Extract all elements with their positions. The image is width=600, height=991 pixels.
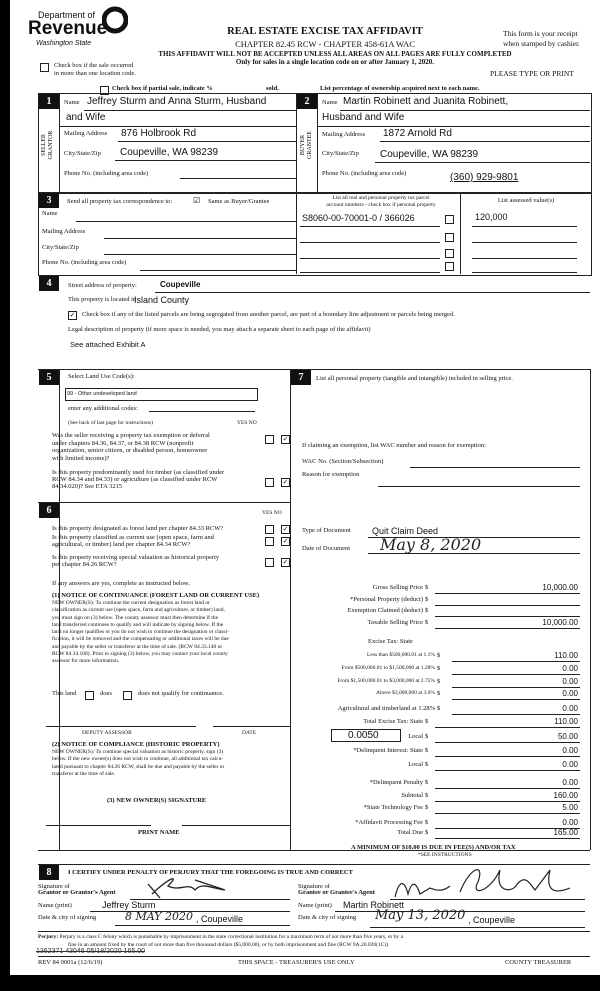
section-number: 1 [39, 94, 59, 109]
county-treasurer: COUNTY TREASURER [505, 959, 572, 966]
calc-row-value[interactable]: 0.00 [562, 677, 578, 686]
buyer-phone[interactable]: (360) 929-9801 [450, 172, 519, 183]
notice-continuance-body: NEW OWNER(S): To continue the current designation as forest land or classification as current use (open space, farm and agriculture, or timber) land, you must sign on (3) below. The county assessor must then determine if the land transferred continues to qualify and will indicate by signing below. If the land no longer qualifies or you do not wish to continue the designation or classi- fication, it will be removed and the compensating or additional taxes will be due and payable by the seller or transferor at the time of sale. (RCW 84.33.140 or RCW 84.34.108). Prior to signing (3) below, you may contact your local county assessor for more information. [52, 600, 229, 665]
historic-question: Is this property receiving special valuation as historical property per chapter 84.26 RCW? [52, 554, 220, 568]
this-land-label: This land [52, 690, 77, 697]
dollar-sign: $ [425, 607, 429, 614]
yes-checkbox[interactable] [265, 537, 274, 546]
dollar-sign: $ [425, 804, 429, 811]
logo-dept: Department of [38, 10, 96, 20]
seller-label: SELLER GRANTOR [41, 130, 54, 160]
date-city-label: Date & city of signing [38, 914, 97, 921]
partial-sale-label: Check box if partial sale, indicate % [112, 85, 213, 92]
tax-city-field[interactable] [104, 254, 296, 255]
seller-city[interactable]: Coupeville, WA 98239 [120, 147, 219, 158]
print-name-label: PRINT NAME [138, 829, 180, 836]
tax-phone-field[interactable] [140, 270, 296, 271]
dollar-sign: $ [425, 619, 429, 626]
dollar-sign: $ [425, 779, 429, 786]
city-label: City/State/Zip [64, 150, 101, 157]
no-checkbox[interactable]: ✓ [282, 525, 289, 533]
sold-label: sold. [266, 85, 279, 92]
calc-row-label: *Affidavit Processing Fee [355, 819, 423, 826]
section-number: 6 [39, 503, 59, 518]
does-not-qualify-checkbox[interactable] [123, 691, 132, 700]
doc-date-label: Date of Document [302, 545, 351, 552]
multi-location-checkbox[interactable] [40, 63, 49, 72]
calc-row-label: Local [408, 761, 423, 768]
calc-row-label: *Personal Property (deduct) [350, 596, 423, 603]
seller-name-cont[interactable]: and Wife [66, 112, 106, 123]
dollar-sign: $ [425, 792, 429, 799]
section-number: 2 [297, 94, 317, 109]
name-label: Name [322, 99, 338, 106]
yes-checkbox[interactable] [265, 525, 274, 534]
new-owner-signature-title: (3) NEW OWNER(S) SIGNATURE [107, 797, 207, 804]
doc-type-label: Type of Document [302, 527, 351, 534]
calc-row-label: Above $3,000,000 at 3.0% [376, 690, 435, 696]
calc-row-value[interactable]: 0.00 [562, 704, 578, 713]
yes-no-header: YES NO [237, 420, 257, 426]
reason-label: Reason for exemption [302, 471, 360, 478]
street-label: Street address of property: [68, 282, 137, 289]
calc-row-label: Total Due [397, 829, 423, 836]
new-owner-signature[interactable] [46, 825, 151, 826]
dollar-sign: $ [437, 690, 441, 697]
date-label: DATE [242, 730, 257, 736]
form-subtitle: CHAPTER 82.45 RCW - CHAPTER 458-61A WAC [235, 39, 415, 49]
minimum-note: A MINIMUM OF $10.00 IS DUE IN FEE(S) AND/OR TAX [351, 844, 516, 851]
recording-stamp: 1362371 43046 05/18/2020 165.00 [36, 948, 145, 955]
no-checkbox[interactable]: ✓ [282, 435, 289, 443]
perjury-statement-cont: fine in an amount fixed by the court of not more than five thousand dollars ($5,000.00), or by both imprisonment and fine (RCW 9A.20.020(1C)). [68, 942, 390, 948]
local-rate: 0.0050 [348, 730, 379, 741]
calc-row-value[interactable]: 10,000.00 [542, 618, 578, 627]
send-label: Send all property tax correspondence to: [67, 198, 173, 205]
certify-statement: I CERTIFY UNDER PENALTY OF PERJURY THAT THE FOREGOING IS TRUE AND CORRECT [68, 869, 353, 876]
dollar-sign: $ [425, 761, 429, 768]
calc-row-value[interactable]: 0.00 [562, 778, 578, 787]
calc-row-value[interactable]: 160.00 [553, 791, 578, 800]
grantee-sign-city[interactable]: , Coupeville [468, 915, 516, 925]
parcel-header: List all real and personal property tax parcel [332, 195, 430, 201]
ownership-note: List percentage of ownership acquired next to each name. [320, 85, 480, 92]
receipt-note: when stamped by cashier. [503, 39, 581, 48]
calc-row-label: Subtotal [401, 792, 423, 799]
dollar-sign: $ [437, 652, 441, 659]
calc-row-label: From $500,000.01 to $1,500,000 at 1.28% [341, 665, 435, 671]
yes-checkbox[interactable] [265, 435, 274, 444]
dollar-sign: $ [425, 718, 429, 725]
grantee-sign-date[interactable]: May 13, 2020 [375, 908, 466, 923]
address-label: Mailing Address [42, 228, 86, 235]
grantee-sig-label: Signature of [298, 883, 330, 890]
calc-row-value[interactable]: 0.00 [562, 664, 578, 673]
logo-word: Revenue [28, 18, 108, 39]
personal-property-checkbox[interactable] [445, 233, 454, 242]
grantee-print-name[interactable]: Martin Robinett [343, 900, 405, 910]
calc-row-value[interactable]: 10,000.00 [542, 583, 578, 592]
street-address[interactable]: Coupeville [160, 280, 201, 289]
perjury-statement: Perjury: Perjury is a class C felony which is punishable by imprisonment in the state correctional institution for a maximum term of not more than five years, or by a [38, 934, 404, 940]
parcel-header: account numbers - check box if personal property [326, 202, 436, 208]
calc-row-label: Exemption Claimed (deduct) [347, 607, 423, 614]
date-city-label: Date & city of signing [298, 914, 357, 921]
calc-row-value[interactable]: 5.00 [562, 803, 578, 812]
notice-continuance-title: (1) NOTICE OF CONTINUANCE (FOREST LAND OR CURRENT USE) [52, 592, 260, 599]
warning: THIS AFFIDAVIT WILL NOT BE ACCEPTED UNLESS ALL AREAS ON ALL PAGES ARE FULLY COMPLETED [158, 50, 512, 58]
deputy-assessor-signature[interactable] [46, 726, 196, 727]
calc-row-value[interactable]: 0.00 [562, 760, 578, 769]
calc-row-label: From $1,500,000.01 to $3,000,000 at 2.75% [337, 678, 435, 684]
dollar-sign: $ [425, 747, 429, 754]
notice-compliance-body: NEW OWNER(S): To continue special valuation as historic property, sign (3) below. If the new owner(s) does not wish to continue, all additional tax calcu- lated pursuant to chapter 84.26 RCW, shall be due and payable by the seller or transferor at the time of sale. [52, 749, 225, 777]
grantor-sign-city[interactable]: , Coupeville [196, 914, 244, 924]
personal-property-checkbox[interactable] [445, 249, 454, 258]
dollar-sign: $ [437, 665, 441, 672]
notice-compliance-title: (2) NOTICE OF COMPLIANCE (HISTORIC PROPERTY) [52, 741, 220, 748]
section-number: 5 [39, 370, 59, 385]
instructions: If any answers are yes, complete as instructed below. [52, 580, 190, 587]
tax-name-field[interactable] [76, 221, 296, 222]
exemption-label: If claiming an exemption, list WAC number and reason for exemption: [302, 442, 486, 449]
additional-codes-field[interactable] [149, 411, 255, 412]
located-label: This property is located in [68, 296, 137, 303]
calc-row-label: Taxable Selling Price [367, 619, 423, 626]
calc-row-value[interactable]: 0.00 [562, 689, 578, 698]
section-number: 8 [39, 865, 59, 880]
assessed-header: List assessed value(s) [497, 197, 555, 204]
calc-row-label: Less than $500,000.01 at 1.1% [367, 652, 435, 658]
same-as-buyer-label: Same as Buyer/Grantee [208, 198, 270, 205]
new-owner-signature[interactable] [182, 825, 290, 826]
phone-label: Phone No. (including area code) [322, 170, 407, 177]
does-qualify-checkbox[interactable] [85, 691, 94, 700]
exemption-question: Was the seller receiving a property tax exemption or deferral under chapters 84.36, 84.37, or 84.38 RCW (nonprofit organization, senior citizen, or disabled person, homeowner with limited income)? [52, 432, 210, 462]
legal-label: Legal description of property (if more space is needed, you may attach a separate sheet to each page of the affidavit) [68, 326, 371, 333]
no-checkbox[interactable]: ✓ [282, 558, 289, 566]
calc-row-value[interactable]: 0.00 [562, 818, 578, 827]
buyer-label: BUYER GRANTEE [300, 131, 313, 159]
segregation-label: Check box if any of the listed parcels are being segregated from another parcel, are part of a boundary line adjustment or parcels being merged. [82, 311, 455, 318]
grantor-sig-label: Signature of [38, 883, 70, 890]
segregation-checkbox[interactable]: ✓ [69, 311, 76, 319]
logo-state: Washington State [36, 40, 92, 47]
timber-question: Is this property predominantly used for timber (as classified under RCW 84.34 and 84.33) or agriculture (as classified under RCW 84.34.020)? See ETA 3215 [52, 469, 225, 490]
dollar-sign: $ [425, 584, 429, 591]
phone-label: Phone No. (including area code) [42, 259, 127, 266]
dollar-sign: $ [425, 733, 429, 740]
phone-label: Phone No. (including area code) [64, 170, 149, 177]
section-number: 4 [39, 276, 59, 291]
land-use-label: Select Land Use Code(s): [68, 373, 135, 380]
personal-property-checkbox[interactable] [445, 215, 454, 224]
dollar-sign: $ [425, 596, 429, 603]
does-not-label: does not qualify for continuance. [138, 690, 224, 697]
excise-state-label: Excise Tax: State [368, 638, 413, 645]
buyer-name-cont[interactable]: Husband and Wife [322, 112, 405, 123]
seller-phone[interactable] [180, 178, 296, 179]
does-label: does [100, 690, 112, 697]
dollar-sign: $ [425, 819, 429, 826]
only-for: Only for sales in a single location code on or after January 1, 2020. [235, 58, 435, 66]
seller-address[interactable]: 876 Holbrook Rd [121, 128, 197, 139]
name-print-label: Name (print) [38, 902, 72, 909]
please-type: PLEASE TYPE OR PRINT [490, 69, 574, 78]
calc-row-label: Gross Selling Price [372, 584, 423, 591]
city-label: City/State/Zip [42, 244, 79, 251]
yes-checkbox[interactable] [265, 558, 274, 567]
land-use-value: 99 - Other undeveloped land [67, 391, 137, 397]
address-label: Mailing Address [322, 131, 366, 138]
form-title: REAL ESTATE EXCISE TAX AFFIDAVIT [227, 26, 423, 37]
city-label: City/State/Zip [322, 150, 359, 157]
multi-location-label: Check box if the sale occurred [54, 62, 134, 69]
name-label: Name [42, 210, 58, 217]
no-checkbox[interactable]: ✓ [282, 537, 289, 545]
receipt-note: This form is your receipt [503, 29, 578, 38]
deputy-date[interactable] [213, 726, 291, 727]
calc-row-value[interactable]: 110.00 [554, 717, 578, 726]
name-print-label: Name (print) [298, 902, 332, 909]
dollar-sign: $ [437, 678, 441, 685]
forest-question: Is this property designated as forest land per chapter 84.33 RCW? [52, 525, 224, 532]
calc-row-label: Local [408, 733, 423, 740]
deputy-assessor-label: DEPUTY ASSESSOR [82, 730, 132, 736]
instructions-note: (See back of last page for instructions) [68, 420, 153, 426]
grantee-signature[interactable] [390, 862, 580, 902]
calc-row-value[interactable]: 0.00 [562, 746, 578, 755]
multi-location-label: in more than one location code. [54, 70, 136, 77]
buyer-city[interactable]: Coupeville, WA 98239 [380, 149, 479, 160]
grantor-sign-date[interactable]: 8 MAY 2020 [125, 910, 194, 923]
affidavit-form [10, 0, 600, 975]
calc-row-label: *State Technology Fee [363, 804, 423, 811]
calc-row-label: Agricultural and timberland at 1.28% [337, 705, 435, 712]
grantor-signature[interactable] [140, 872, 230, 900]
yes-no-header: YES NO [262, 510, 282, 516]
dollar-sign: $ [425, 829, 429, 836]
grantee-sig-label: Grantee or Grantee's Agent [298, 889, 375, 896]
calc-row-label: *Delinquent Interest: State [353, 747, 423, 754]
wac-field[interactable] [410, 467, 580, 468]
buyer-address[interactable]: 1872 Arnold Rd [383, 128, 452, 139]
calc-row-label: Total Excise Tax: State [363, 718, 423, 725]
personal-property-label: List all personal property (tangible and intangible) included in selling price. [316, 375, 513, 382]
address-label: Mailing Address [64, 130, 108, 137]
name-label: Name [64, 99, 80, 106]
doc-date[interactable]: May 8, 2020 [380, 535, 482, 554]
same-as-buyer-checkbox[interactable]: ☑ [193, 196, 201, 205]
current-use-question: Is this property classified as current use (open space, farm and agricultural, or timber) land per chapter 84.34 RCW? [52, 534, 214, 548]
local-rate-box[interactable] [331, 729, 401, 742]
no-checkbox[interactable]: ✓ [282, 478, 289, 486]
legal-description[interactable]: See attached Exhibit A [70, 340, 146, 349]
calc-row-value[interactable]: 110.00 [554, 651, 578, 660]
calc-row-label: *Delinquent Penalty [369, 779, 423, 786]
form-revision: REV 84 0001a (12/6/19) [38, 959, 103, 966]
assessed-value[interactable]: 120,000 [475, 212, 508, 222]
doc-type[interactable]: Quit Claim Deed [372, 526, 439, 536]
calc-row-value[interactable]: 50.00 [557, 732, 578, 741]
grantor-sig-label: Grantor or Grantor's Agent [38, 889, 116, 896]
wac-label: WAC No. (Section/Subsection) [302, 458, 384, 465]
dollar-sign: $ [437, 705, 441, 712]
see-instructions: *SEE INSTRUCTIONS [418, 852, 472, 858]
parcel-number[interactable]: S8060-00-70001-0 / 366026 [302, 213, 415, 223]
reason-field[interactable] [378, 486, 580, 487]
grantor-print-name[interactable]: Jeffrey Sturm [102, 900, 156, 910]
yes-checkbox[interactable] [265, 478, 274, 487]
section-number: 7 [291, 370, 311, 385]
land-use-select[interactable] [65, 388, 258, 401]
seller-name[interactable]: Jeffrey Sturm and Anna Sturm, Husband [87, 96, 267, 107]
calc-row-value[interactable]: 165.00 [553, 828, 578, 837]
section-number: 3 [39, 193, 59, 208]
tax-address-field[interactable] [104, 238, 296, 239]
treasurer-space: THIS SPACE - TREASURER'S USE ONLY [238, 959, 355, 966]
county[interactable]: Island County [134, 295, 190, 305]
personal-property-checkbox[interactable] [445, 262, 454, 271]
additional-codes-label: enter any additional codes: [68, 405, 138, 412]
buyer-name[interactable]: Martin Robinett and Juanita Robinett, [343, 96, 509, 107]
